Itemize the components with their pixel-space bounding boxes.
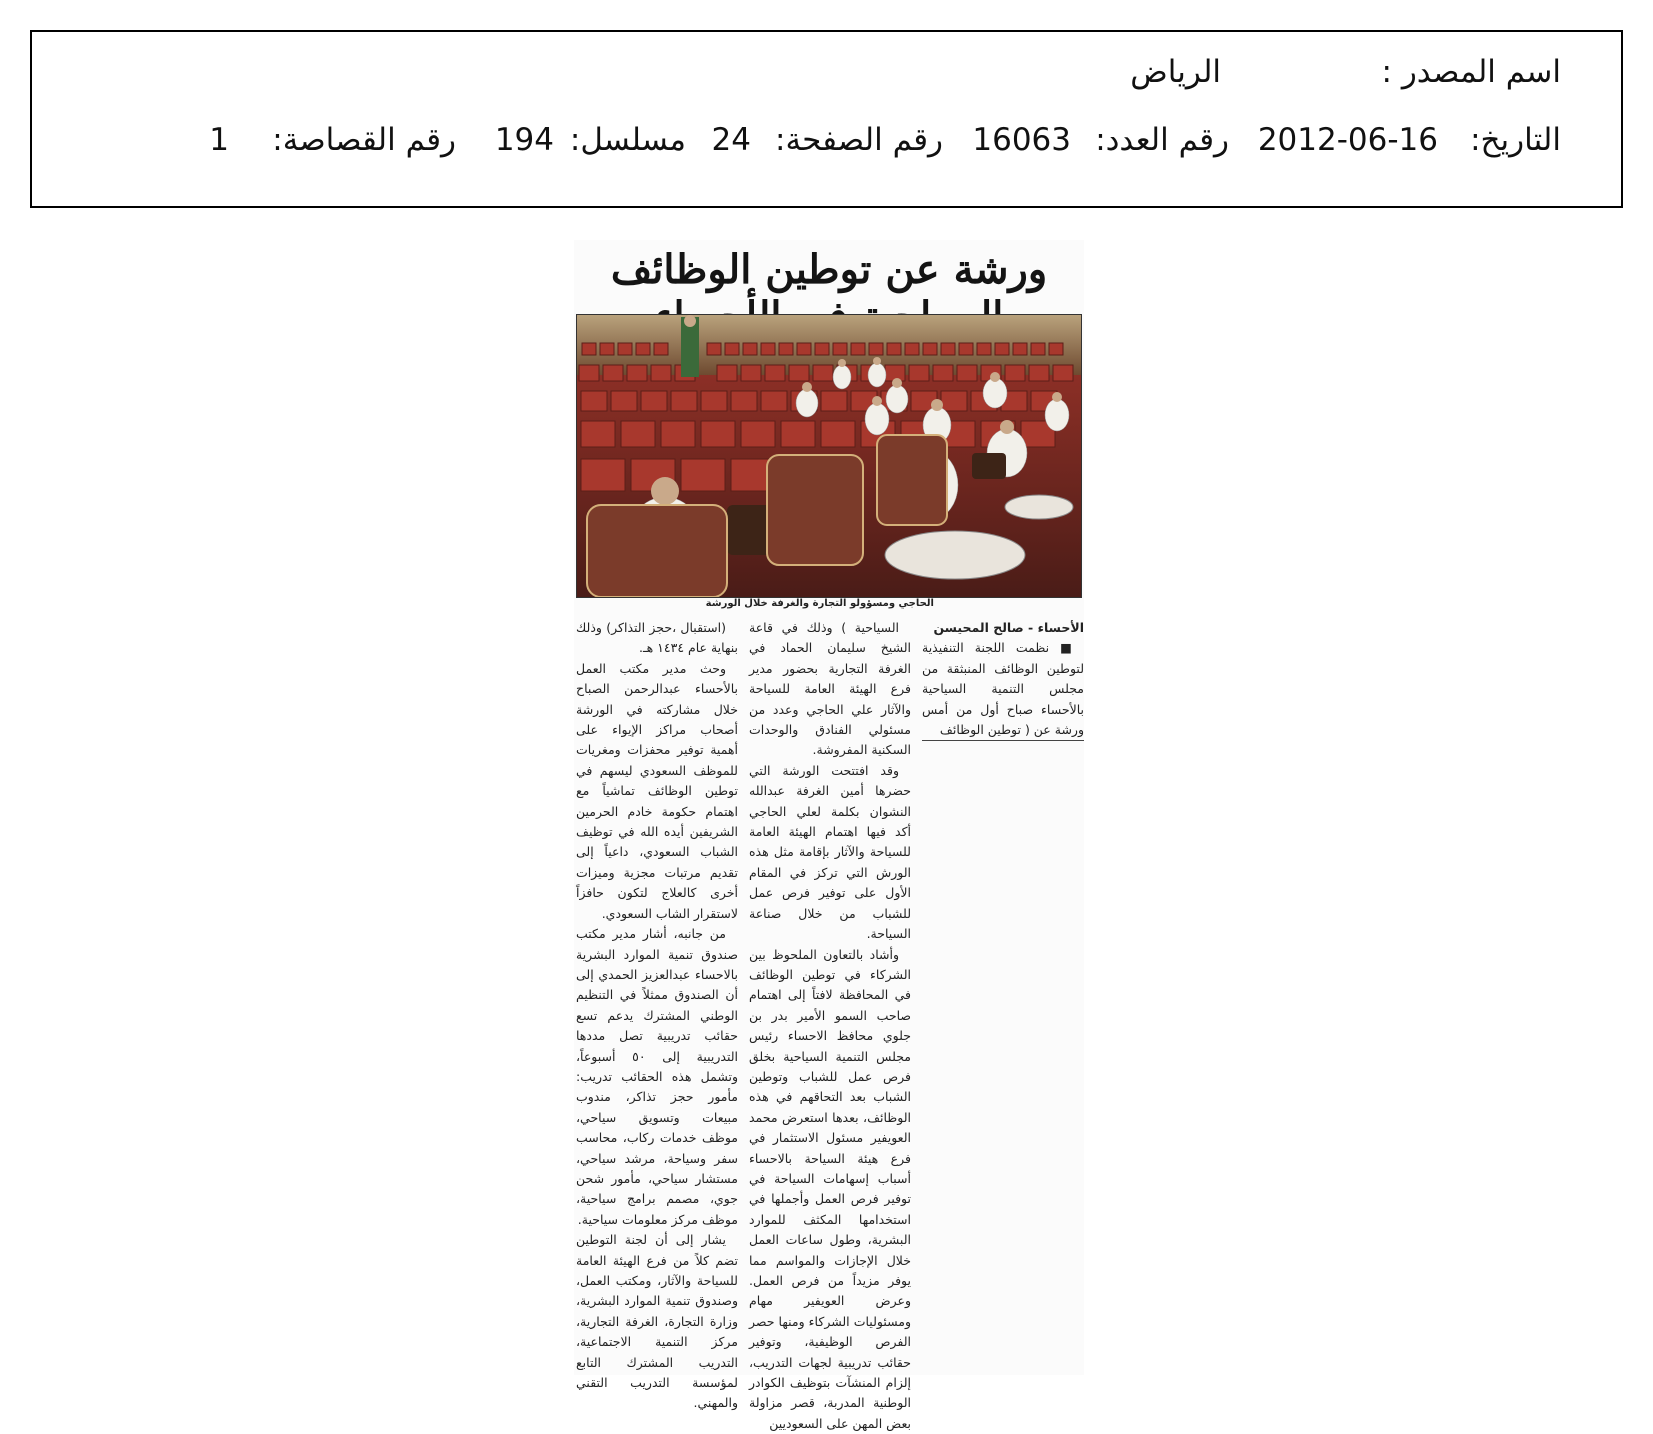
column-3-paragraph: يشار إلى أن لجنة التوطين تضم كلاً من فرع الهيئة العامة للسياحة والآثار، ومكتب العمل، وصندوق تنمية الموارد البشرية، وزارة التجارة، الغرفة التجارية، مركز التنمية الاجتماعية، التدريب المشترك التابع لمؤسسة التدريب التقني والمهني.: [576, 1230, 738, 1414]
photo-caption: الحاجي ومسؤولو التجارة والغرفة خلال الورشة: [574, 598, 934, 609]
column-divider: [922, 740, 1084, 741]
article-title: ورشة عن توطين الوظائف: [574, 246, 1084, 340]
column-2-paragraph: وقد افتتحت الورشة التي حضرها أمين الغرفة عبدالله النشوان بكلمة لعلي الحاجي أكد فيها اهتمام الهيئة العامة للسياحة والآثار بإقامة مثل هذه الورش التي تركز في المقام الأول على توفير فرص عمل للشباب من خلال صناعة السياحة.: [749, 761, 911, 945]
auditorium-photo: [577, 315, 1081, 597]
column-2-paragraph: وأشاد بالتعاون الملحوظ بين الشركاء في توطين الوظائف في المحافظة لافتاً إلى اهتمام صاحب السمو الأمير بدر بن جلوي محافظ الاحساء رئيس مجلس التنمية السياحية بخلق فرص عمل للشباب وتوطين الشباب بعد التحاقهم في هذه الوظائف، بعدها استعرض محمد العويفير مسئول الاستثمار في فرع هيئة السياحة بالاحساء أسباب إسهامات السياحة في توفير فرص العمل وأجملها في استخدامها المكثف للموارد البشرية، وطول ساعات العمل خلال الإجازات والمواسم مما يوفر مزيداً من فرص العمل. وعرض العويفير مهام ومسئوليات الشركاء ومنها حصر الفرص الوظيفية، وتوفير حقائب تدريبية لجهات التدريب، إلزام المنشآت بتوظيف الكوادر الوطنية المدربة، قصر مزاولة بعض المهن على السعوديين: [749, 945, 911, 1434]
article-photo: [576, 314, 1082, 598]
column-3-paragraph: (استقبال ،حجز التذاكر) وذلك بنهاية عام ١٤٣٤ هـ.: [576, 618, 738, 659]
clip-number-value: 1: [209, 122, 229, 158]
page-value: 24: [712, 122, 751, 158]
column-2-paragraph: السياحية ) وذلك في قاعة الشيخ سليمان الحماد في الغرفة التجارية بحضور مدير فرع الهيئة العامة للسياحة والآثار علي الحاجي وعدد من مسئولي الفنادق والوحدات السكنية المفروشة.: [749, 618, 911, 761]
column-1-paragraph: ■ نظمت اللجنة التنفيذية لتوطين الوظائف المنبثقة من مجلس التنمية السياحية بالأحساء صباح أول من أمس ورشة عن ( توطين الوظائف: [922, 638, 1084, 740]
clip-number-label: رقم القصاصة:: [272, 122, 456, 158]
source-label: اسم المصدر :: [1382, 54, 1561, 90]
column-3-paragraph: من جانبه، أشار مدير مكتب صندوق تنمية الموارد البشرية بالاحساء عبدالعزيز الحمدي إلى أن الصندوق ممثلاً في التنظيم الوطني المشترك يدعم تسع حقائب تدريبية تصل مددها التدريبية إلى ٥٠ أسبوعاً، وتشمل هذه الحقائب تدريب: مأمور حجز تذاكر، مندوب مبيعات وتسويق سياحي، موظف خدمات ركاب، محاسب سفر وسياحة، مرشد سياحي، مستشار سياحي، مأمور شحن جوي، مصمم برامج سياحية، موظف مركز معلومات سياحية.: [576, 924, 738, 1230]
newspaper-clipping: [574, 240, 1084, 1375]
serial-label: مسلسل:: [570, 122, 686, 158]
article-byline: الأحساء - صالح المحيسن: [922, 618, 1084, 638]
date-label: التاريخ:: [1470, 122, 1561, 158]
date-value: 2012-06-16: [1258, 122, 1438, 158]
source-value: الرياض: [1130, 54, 1221, 90]
column-3-paragraph: وحث مدير مكتب العمل بالأحساء عبدالرحمن الصباح خلال مشاركته في الورشة أصحاب مراكز الإيواء على أهمية توفير محفزات ومغريات للموظف السعودي ليسهم في توطين الوظائف تماشياً مع اهتمام حكومة خادم الحرمين الشريفين أيده الله في توظيف الشباب السعودي، داعياً إلى تقديم مرتبات مجزية وميزات أخرى كالعلاج لتكون حافزاً لاستقرار الشاب السعودي.: [576, 659, 738, 924]
article-column-3: [576, 618, 738, 1414]
serial-value: 194: [495, 122, 554, 158]
clipping-header-box: [30, 30, 1623, 208]
issue-value: 16063: [972, 122, 1071, 158]
issue-label: رقم العدد:: [1095, 122, 1229, 158]
page-label: رقم الصفحة:: [775, 122, 943, 158]
article-column-1: [922, 618, 1084, 740]
article-column-2: [749, 618, 911, 1434]
